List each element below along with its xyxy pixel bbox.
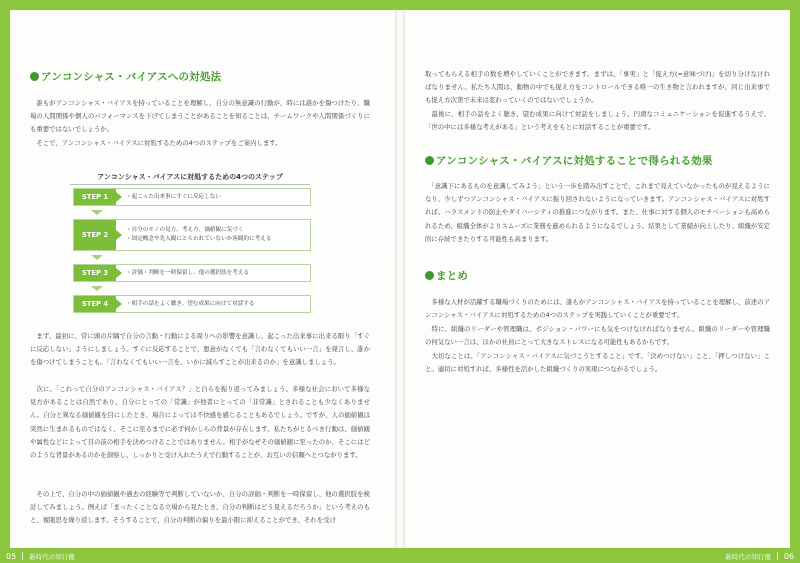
step-4-label: STEP 4	[74, 296, 116, 312]
down-arrow-icon	[91, 286, 103, 291]
step-3-description: ・評価・判断を一時保留し、他の選択肢を考える	[126, 269, 250, 276]
continued-paragraph-2: 最後に、相手の話をよく聴き、望む成果に向けて対話をしましょう。円滑なコミュニケーションを促進するうえで、「世の中には多様な考えがある」という考えをもとに対話することが重要です。	[425, 110, 770, 132]
summary-paragraph-2: 特に、組織のリーダーや管理職は、ポジション・パワーにも気をつけなければなりません。組織のリーダーや管理職の何気ない一言は、ほかの社員にとって大きなストレスになる可能性もあるからです。	[425, 325, 770, 347]
steps-title: アンコンシャス・バイアスに対処するための4つのステップ	[97, 173, 283, 181]
step-4-description: ・相手の話をよく聴き、望む成果に向けて対話する	[126, 300, 255, 307]
effects-paragraph: 「意識下にあるものを意識してみよう」という一歩を踏み出すことで、これまで見えていなかったものが見えるようになり、少しずつアンコンシャス・バイアスに振り回されないようになっていきます。アンコンシャス・バイアスに対処すれば、ハラスメントの防止やダイバーシティの推進につながります。また、仕事に対する個人のモチベーションも高められるため、組織全体がよりスムーズに業務を進められるようになるでしょう。結果として業績が向上したり、組織が安定的に存続できたりする可能性も高まります。	[425, 182, 770, 243]
down-arrow-icon	[91, 210, 103, 215]
step-2-box	[73, 219, 311, 251]
section-heading-countermeasures: アンコンシャス・バイアスへの対処法	[30, 69, 221, 84]
page-gutter	[395, 10, 405, 548]
footer-title-right: 新時代の知行備	[725, 552, 771, 561]
bullet-circle-icon	[425, 156, 434, 165]
down-arrow-icon	[91, 255, 103, 260]
summary-paragraph-1: 多様な人材が活躍する職場づくりのためには、誰もがアンコンシャス・バイアスを持っていることを理解し、前述のアンコンシャス・バイアスに対処するための4つのステップを実践していくことが重要です。	[425, 298, 770, 320]
step-2-label: STEP 2	[74, 220, 116, 250]
body-paragraph-1: まず、最初に、常に頭の片隅で自分の言動・行動による周りへの影響を意識し、起こった出来事に出来る限り「すぐに反応しない」ようにしましょう。すぐに反応することで、悪意がなくても「言わなくてもいい一言」を発言し、誰かを傷つけてしまうことも。「言わなくてもいい一言を、いかに減らすことが出来るのか」を意識しましょう。	[30, 332, 370, 367]
page-number-left: 05	[6, 551, 17, 561]
right-footer	[725, 549, 794, 563]
step-2-description: ・自分のモノの見方、考え方、価値観に気づく ・固定概念や先入観にとらわれていないか客観的に考える	[126, 227, 272, 242]
step-1-box	[73, 188, 311, 206]
left-footer	[6, 549, 75, 563]
steps-divider	[70, 184, 310, 185]
section-heading-effects: アンコンシャス・バイアスに対処することで得られる効果	[425, 153, 713, 168]
footer-divider	[22, 552, 23, 560]
step-3-box	[73, 264, 311, 282]
step-3-label: STEP 3	[74, 265, 116, 281]
intro-paragraph-2: そこで、アンコンシャス・バイアスに対処するための4つのステップをご案内します。	[30, 139, 282, 147]
body-paragraph-3: その上で、自分の中の価値観や過去の経験等で判断していないか、自分の評価・判断を一時保留し、他の選択肢を検討してみましょう。例えば「まったくことなる立場から見たとき、自分の判断はどう見えるだろうか」という考えのもと、複眼思を繰り返します。そうすることで、自分の判断の偏りを最小限に抑えることができ、それを受け	[30, 490, 370, 525]
intro-paragraph-1: 誰もがアンコンシャス・バイアスを持っていることを理解し、自分の無意識の行動が、時には誰かを傷つけたり、職場の人間関係や個人のパフォーマンスを下げてしまうことがあることを知ることは、チームワークや人間関係づくりにも重要ではないでしょうか。	[30, 99, 370, 134]
step-4-box	[73, 295, 311, 313]
page-number-right: 06	[783, 551, 794, 561]
section-heading-summary: まとめ	[425, 268, 468, 283]
body-paragraph-2: 次に、「これって自分のアンコンシャス・バイアス？」と自らを振り返ってみましょう。多様な社会において多様な見方があることは自然であり、自分にとっての「常識」が他者にとっての「非常識」とされることも少なくありません。自分と異なる価値観を目にしたとき、場合によっては不快感を感じることもあるでしょう。ですが、人の価値観は突然に生まれるものではなく、そこに至るまでに必ず何かしらの背景が存在します。私たちがとるべき行動は、価値観や属性などによって目の前の相手を決めつけることではありません。相手がなぜその価値観に至ったのか、そこにはどのような背景があるのかを洞察し、しっかりと受け入れたうえで行動することが、お互いの信頼へとつながります。	[30, 385, 370, 460]
bullet-circle-icon	[425, 271, 434, 280]
step-1-label: STEP 1	[74, 189, 116, 205]
continued-paragraph-1: 取ってもらえる相手の数を増やしていくことができます。まずは、「事実」と「捉え方(=意味づけ)」を切り分けなければなりません。私たち人間は、動物の中でも捉え方をコントロールできる唯一の生き物と言われますが、同じ出来事でも捉え方次第で未来は変わっていくのではないでしょうか。	[425, 70, 770, 105]
bullet-circle-icon	[30, 72, 39, 81]
footer-divider	[777, 552, 778, 560]
footer-title-left: 新時代の知行備	[29, 552, 75, 561]
summary-paragraph-3: 大切なことは、「アンコンシャス・バイアスに気づこうとすること」です。「決めつけない」こと、「押しつけない」こと。適切に対処すれば、多様性を活かした組織づくりの実現につながるでしょう。	[425, 352, 770, 374]
step-1-description: ・起こった出来事にすぐに反応しない	[126, 193, 221, 200]
